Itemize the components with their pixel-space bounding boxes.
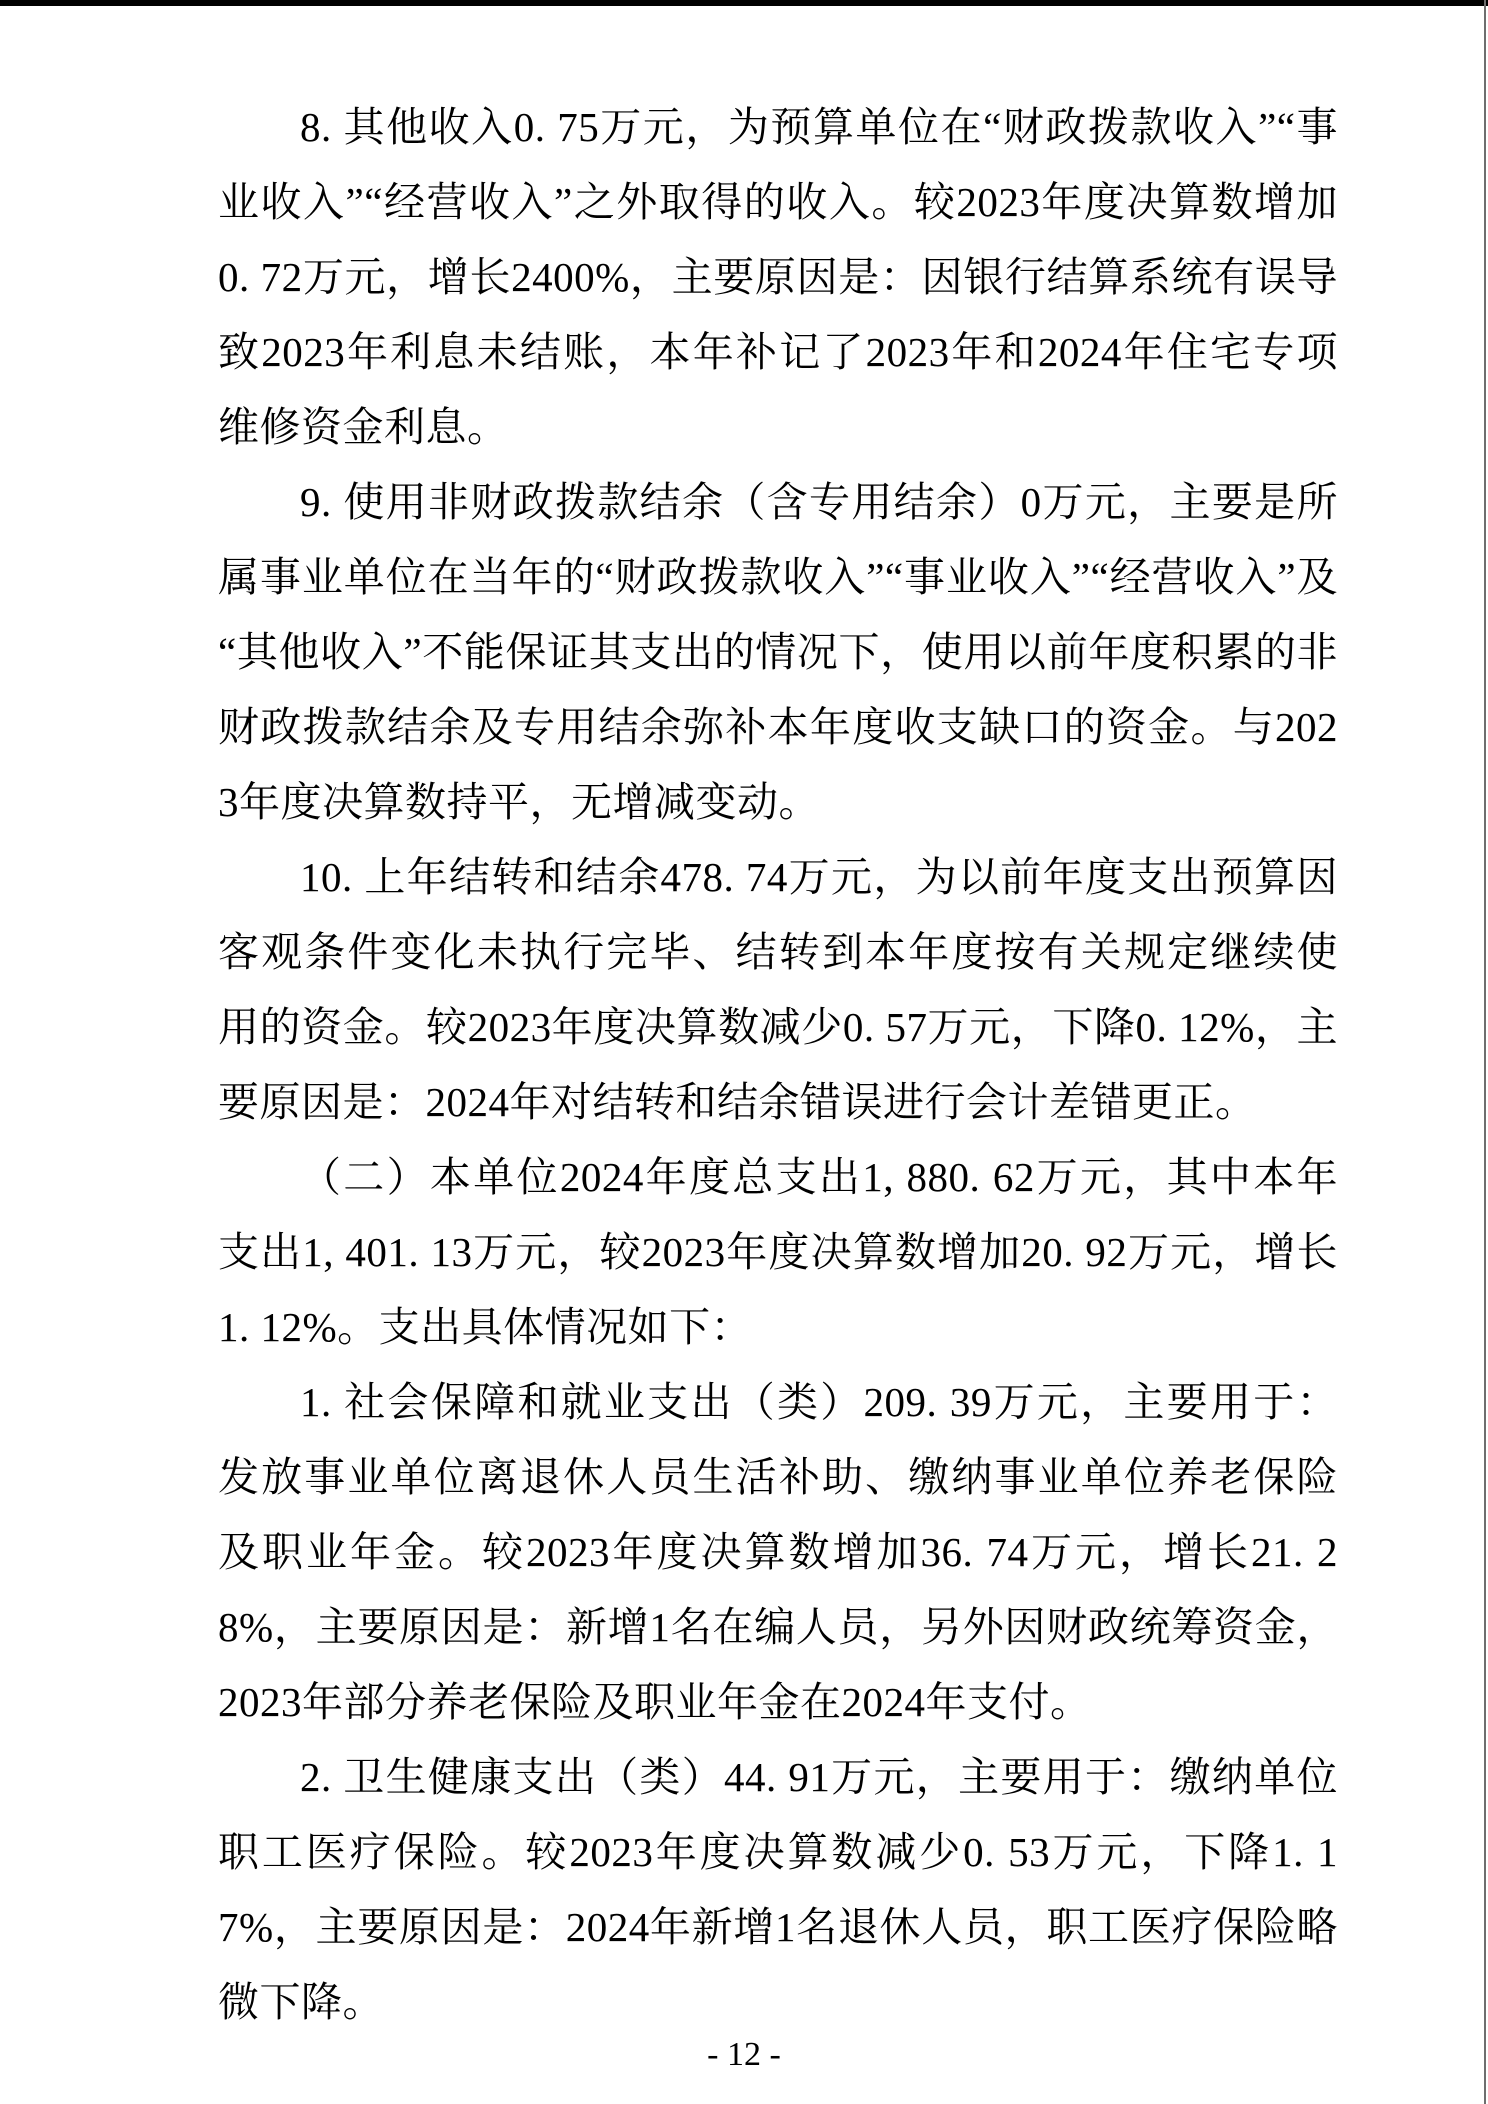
page-footer — [0, 2032, 1488, 2078]
document-body — [218, 90, 1338, 2040]
top-border-bar — [0, 0, 1488, 6]
paragraph-social-security-expenditure: 1. 社会保障和就业支出（类）209. 39万元，主要用于：发放事业单位离退休人员生活补助、缴纳事业单位养老保险及职业年金。较2023年度决算数增加36. 74万元，增长21. 28%，主要原因是：新增1名在编人员，另外因财政统筹资金，2023年部分养老保险及职业年金在2024年支付。 — [218, 1379, 1338, 1725]
paragraph-non-fiscal-balance: 9. 使用非财政拨款结余（含专用结余）0万元，主要是所属事业单位在当年的“财政拨款收入”“事业收入”“经营收入”及“其他收入”不能保证其支出的情况下，使用以前年度积累的非财政拨款结余及专用结余弥补本年度收支缺口的资金。与2023年度决算数持平，无增减变动。 — [218, 479, 1338, 825]
paragraph-health-expenditure: 2. 卫生健康支出（类）44. 91万元，主要用于：缴纳单位职工医疗保险。较2023年度决算数减少0. 53万元，下降1. 17%，主要原因是：2024年新增1名退休人员，职工医疗保险略微下降。 — [218, 1754, 1338, 2025]
right-edge-line — [1484, 0, 1486, 2104]
paragraph-total-expenditure: （二）本单位2024年度总支出1, 880. 62万元，其中本年支出1, 401. 13万元，较2023年度决算数增加20. 92万元，增长1. 12%。支出具体情况如下： — [218, 1154, 1338, 1350]
paragraph-carryover-balance: 10. 上年结转和结余478. 74万元，为以前年度支出预算因客观条件变化未执行完毕、结转到本年度按有关规定继续使用的资金。较2023年度决算数减少0. 57万元，下降0. 12%，主要原因是：2024年对结转和结余错误进行会计差错更正。 — [218, 854, 1338, 1125]
page-number: - 12 - — [707, 2036, 781, 2073]
paragraph-other-income: 8. 其他收入0. 75万元，为预算单位在“财政拨款收入”“事业收入”“经营收入”之外取得的收入。较2023年度决算数增加0. 72万元，增长2400%，主要原因是：因银行结算系统有误导致2023年利息未结账，本年补记了2023年和2024年住宅专项维修资金利息。 — [218, 104, 1338, 450]
